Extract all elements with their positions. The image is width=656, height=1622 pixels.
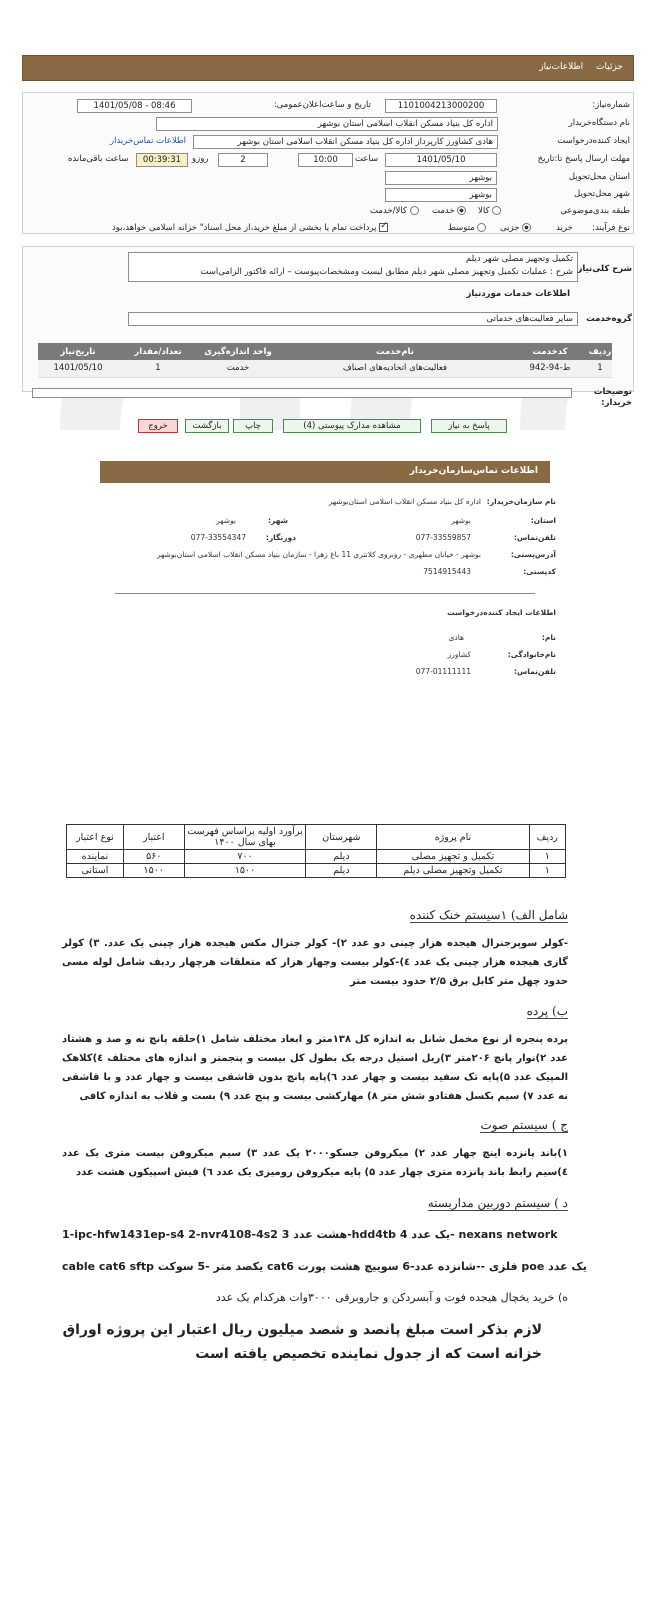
category-option-goods[interactable]: کالا	[478, 206, 501, 216]
deadline-time-field: 10:00	[298, 153, 353, 167]
buyer-notes-field	[32, 388, 572, 398]
c-province-value: بوشهر	[451, 516, 471, 525]
section-he-line: ه) خرید یخچال هیجده فوت و آبسردکن و جاروبرقی ۳۰۰۰وات هرکدام یک عدد	[215, 1291, 568, 1304]
service-group-label: گروه‌خدمت	[586, 314, 632, 324]
doc-col-county: شهرستان	[306, 825, 377, 850]
province-label: استان محل‌تحویل	[568, 172, 630, 182]
remaining-time-field: 00:39:31	[136, 153, 188, 167]
tab-need-info[interactable]: اطلاعات‌نیاز	[539, 62, 584, 72]
province-field: بوشهر	[385, 171, 497, 185]
deadline-date-field: 1401/05/10	[385, 153, 497, 167]
summary-line-2: شرح : عملیات تکمیل وتجهیز مصلی شهر دیلم مطابق لیست ومشخصات‌پیوست – ارائه فاکتور الزامی‌است	[200, 267, 573, 277]
creator-phone-value: 077-01111111	[415, 667, 471, 676]
process-option-purchase: خرید	[556, 223, 573, 233]
project-table	[66, 824, 566, 878]
final-note: لازم بذکر است مبلغ پانصد و شصد میلیون ریال اعتبار این پروژه اوراق خزانه است که از جدول نماینده تخصیص یافته است	[62, 1322, 542, 1362]
summary-label: شرح کلی‌نیاز	[577, 264, 632, 274]
org-value: اداره کل بنیاد مسکن انقلاب اسلامی استان‌بوشهر	[328, 497, 481, 506]
col-code: کدخدمت	[512, 343, 588, 360]
process-option-minor[interactable]: جزیی	[500, 223, 531, 233]
org-label: نام سازمان‌خریدار:	[486, 497, 556, 506]
attached-document	[0, 800, 656, 1622]
section-alef-text: -کولر سوپرجنرال هیجده هزار چینی دو عدد ۲)- کولر جنرال مکس هیجده هزار چینی یک عدد. ۳) کولر گازی هیجده هزار چینی یک عدد ٤)-کولر بیست وچهار هزار که متعلقات هرچهار ردیف شامل لوله مسی حدود چهل متر کابل برق ۲/۵ حدود بیست متر	[62, 938, 568, 987]
c-phone-label: تلفن‌تماس:	[513, 533, 556, 542]
creator-name-value: هادی	[448, 633, 464, 642]
top-nav-bar	[22, 55, 634, 81]
buyer-notes-label: توضیحات خریدار:	[593, 387, 632, 408]
service-group-field: سایر فعالیت‌های خدماتی	[128, 312, 578, 326]
contact-divider	[115, 593, 535, 594]
exit-button[interactable]: خروج	[138, 419, 178, 433]
category-option-both[interactable]: کالا/خدمت	[370, 206, 419, 216]
buyer-contact-link[interactable]: اطلاعات تماس‌خریدار	[110, 136, 187, 146]
items-table	[38, 343, 612, 378]
section-be-heading: ب) پرده	[526, 1004, 568, 1018]
need-number-label: شماره‌نیاز:	[592, 100, 630, 110]
doc-col-project: نام پروژه	[377, 825, 529, 850]
print-button[interactable]: چاپ	[233, 419, 273, 433]
c-postal-value: 7514915443	[423, 567, 471, 576]
c-postal-label: کدپستی:	[523, 567, 556, 576]
section-dal-line-1: 1-ipc-hfw1431ep-s4 2-nvr4108-4s2 هشت عدد 3-hdd4tb یک عدد 4- nexans network	[62, 1228, 558, 1241]
creator-heading: اطلاعات ایجاد کننده‌درخواست	[447, 608, 556, 617]
doc-col-credit-type: نوع اعتبار	[67, 825, 124, 850]
reply-button[interactable]: پاسخ به نیاز	[431, 419, 507, 433]
col-date: تاریخ‌نیاز	[38, 343, 118, 360]
summary-line-1: تکمیل وتجهیز مصلی شهر دیلم	[465, 254, 573, 264]
category-option-service[interactable]: خدمت	[432, 206, 466, 216]
services-heading: اطلاعات خدمات موردنیاز	[466, 289, 570, 299]
requester-label: ایجاد کننده‌درخواست	[557, 136, 630, 146]
creator-phone-label: تلفن‌تماس:	[513, 667, 556, 676]
days-field: 2	[218, 153, 268, 167]
deadline-time-label: ساعت	[355, 154, 379, 164]
payment-note[interactable]: ✓ پرداخت تمام یا بخشی از مبلغ خرید،از محل اسناد" خزانه اسلامی خواهد،بود	[112, 223, 388, 233]
c-province-label: استان:	[530, 516, 556, 525]
creator-name-label: نام:	[541, 633, 556, 642]
section-alef-heading: شامل الف) ۱سیستم خنک کننده	[409, 908, 568, 922]
category-label: طبقه بندی‌موضوعی	[560, 206, 630, 216]
announce-label: تاریخ و ساعت‌اعلان‌عمومی:	[273, 100, 371, 110]
table-row: ۱ تکمیل وتجهیز مصلی دیلم دیلم ۱۵۰۰ ۱۵۰۰ استانی	[67, 864, 566, 878]
creator-family-value: کشاورز	[447, 650, 471, 659]
section-be-text: پرده پنجره از نوع مخمل شانل به اندازه کل ۱۳۸متر و ابعاد مختلف شامل ۱)حلقه پانچ نه و صد و هشتاد عدد ۲)نوار پانچ ۲۰۶متر ۳)ریل استیل درجه یک بطول کل بیست و پنجمتر و اندازه های مختلف ٤)کلاهک المپیک عدد ۵)پایه تک سفید بیست و چهار عدد ٦)پایه پانچ بدون قاشقی بیست و چهار عدد و با قاشقی نه عدد ۷) سیم بکسل هفتادو شش متر ۸) مهارکشی بیست و پنج عدد ۹) بست و قلاب به اندازه کافی	[62, 1034, 569, 1102]
c-city-value: بوشهر	[216, 516, 236, 525]
summary-box	[128, 252, 578, 282]
section-jim-heading: ج ) سیستم صوت	[480, 1118, 568, 1132]
back-button[interactable]: بازگشت	[185, 419, 229, 433]
tab-details[interactable]: جزئیات	[596, 62, 623, 72]
need-number-field: 1101004213000200	[385, 99, 497, 113]
col-qty: تعداد/مقدار	[118, 343, 198, 360]
buyer-field: اداره کل بنیاد مسکن انقلاب اسلامی استان بوشهر	[156, 117, 498, 131]
doc-col-credit: اعتبار	[123, 825, 184, 850]
col-unit: واحد اندازه‌گیری	[198, 343, 278, 360]
doc-col-row: ردیف	[529, 825, 566, 850]
c-address-value: بوشهر - خیابان مطهری - روبروی کلانتری 11 باغ زهرا - سازمان بنیاد مسکن انقلاب اسلامی استان‌بوشهر	[156, 550, 481, 559]
c-fax-value: 077-33554347	[190, 533, 246, 542]
days-label: روزو	[192, 154, 209, 164]
table-row: ۱ تکمیل و تجهیز مصلی دیلم ۷۰۰ ۵۶۰ نماینده	[67, 850, 566, 864]
city-label: شهر محل‌تحویل	[574, 189, 630, 199]
deadline-label: مهلت ارسال پاسخ تا:تاریخ	[537, 154, 630, 164]
section-jim-text: ۱)باند پانزده اینچ چهار عدد ۲) میکروفن جسکو۲۰۰۰ یک عدد ۳) سیم میکروفن بیست متری یک عدد ٤)سیم رابط باند پانزده متری چهار عدد ۵) پایه میکروفن رومیزی یک عدد ٦) فیش اسپیکون هشت عدد	[62, 1148, 568, 1178]
doc-col-estimate: برآورد اولیه براساس فهرست بهای سال ۱۴۰۰	[184, 825, 306, 850]
city-field: بوشهر	[385, 188, 497, 202]
col-row: ردیف	[588, 343, 612, 360]
remaining-label: ساعت باقی‌مانده	[68, 154, 129, 164]
contact-bar	[100, 461, 550, 483]
process-label: نوع فرآیند:	[592, 223, 630, 233]
payment-checkbox[interactable]	[379, 223, 388, 232]
attachments-button[interactable]: مشاهده مدارک پیوستی (4)	[283, 419, 421, 433]
section-dal-heading: د ) سیستم دوربین مداربسته	[427, 1196, 568, 1210]
c-fax-label: دورنگار:	[265, 533, 296, 542]
c-phone-value: 077-33559857	[415, 533, 471, 542]
creator-family-label: نام‌خانوادگی:	[507, 650, 556, 659]
contact-bar-title: اطلاعات تماس‌سازمان‌خریدار	[409, 466, 538, 476]
col-name: نام‌خدمت	[278, 343, 512, 360]
buyer-label: نام دستگاه‌خریدار	[568, 118, 630, 128]
process-option-medium[interactable]: متوسط	[448, 223, 486, 233]
section-dal-line-2: cable cat6 sftp یکصد متر -5 سوکت cat6 فلزی --شانزده عدد-6 سوییچ هشت پورت poe یک عدد	[62, 1260, 587, 1273]
c-city-label: شهر:	[268, 516, 288, 525]
table-row: 1 ط-94-942 فعالیت‌های اتحادیه‌های اصناف خدمت 1 1401/05/10	[38, 360, 612, 377]
c-address-label: آدرس‌پستی:	[510, 550, 556, 559]
requester-field: هادی کشاورز کارپرداز اداره کل بنیاد مسکن انقلاب اسلامی استان بوشهر	[193, 135, 498, 149]
announce-field: 1401/05/08 - 08:46	[77, 99, 192, 113]
